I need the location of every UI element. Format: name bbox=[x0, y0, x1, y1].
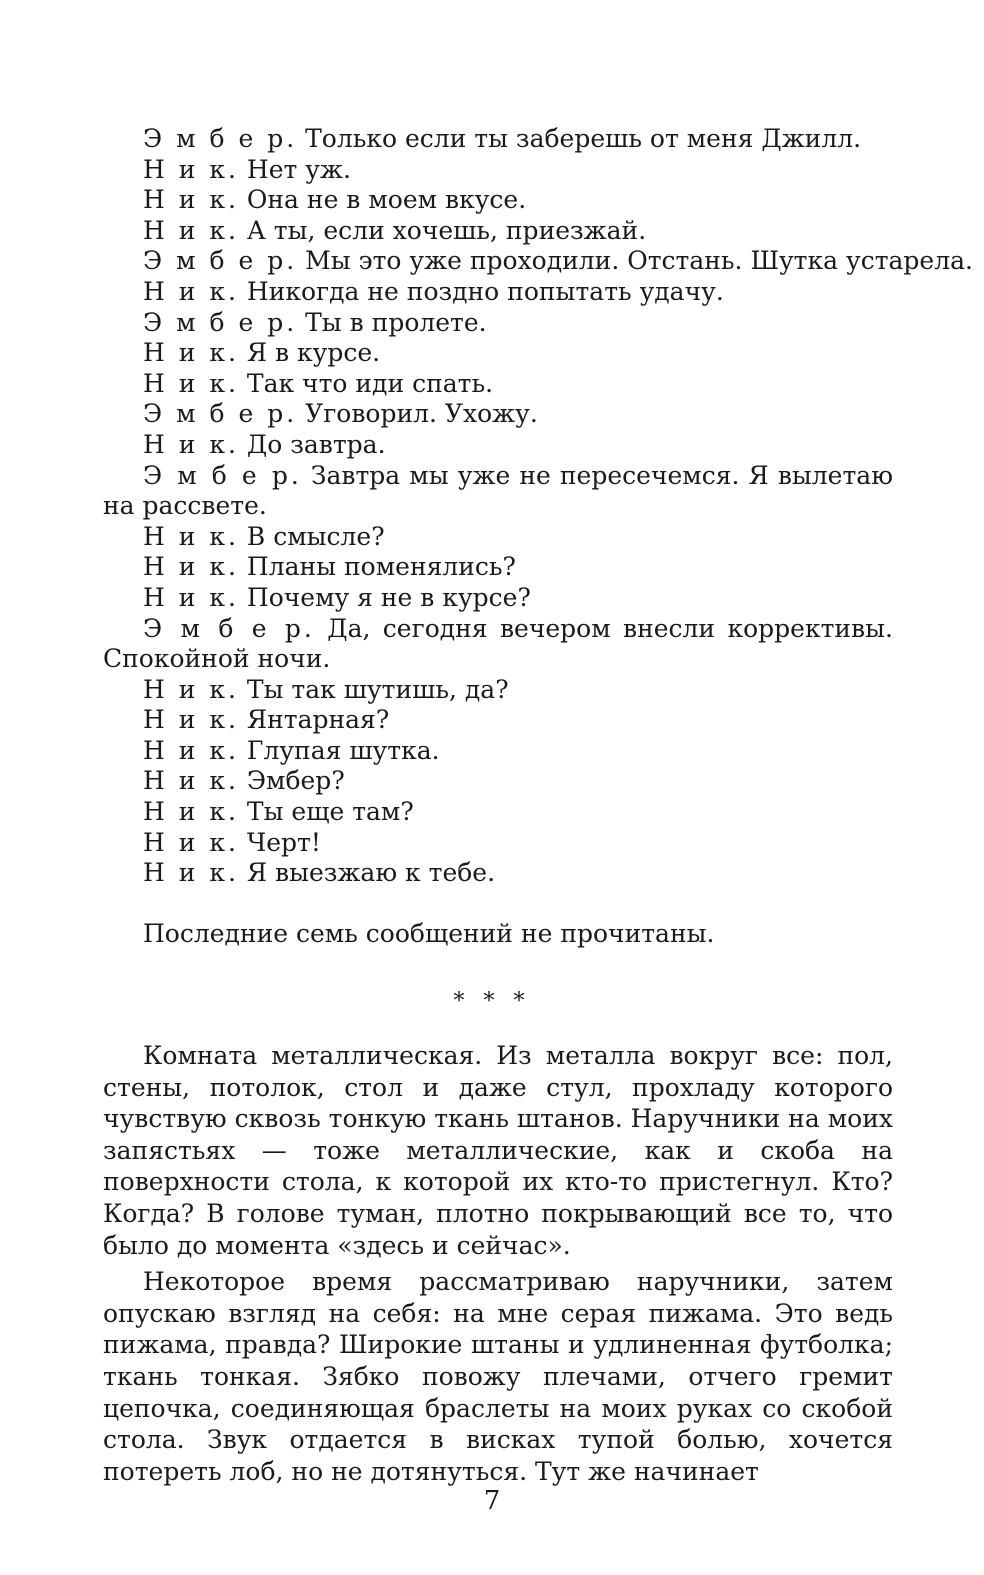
dialogue-line bbox=[103, 308, 893, 339]
message: Завтра мы уже не пересечемся. Я вылетаю на рассвете. bbox=[103, 460, 893, 521]
dialogue-line bbox=[103, 338, 893, 369]
speaker: Э м б е р. bbox=[143, 399, 298, 429]
dialogue-line bbox=[103, 430, 893, 461]
dialogue-line bbox=[103, 766, 893, 797]
speaker: Н и к. bbox=[143, 215, 239, 245]
message: Я выезжаю к тебе. bbox=[246, 858, 496, 888]
page-number: 7 bbox=[483, 1486, 501, 1516]
message: Черт! bbox=[246, 827, 321, 857]
speaker: Н и к. bbox=[143, 368, 239, 398]
dialogue-line bbox=[103, 399, 893, 430]
dialogue-line bbox=[103, 797, 893, 828]
speaker: Э м б е р. bbox=[143, 460, 302, 490]
dialogue-line bbox=[103, 461, 893, 522]
dialogue-line bbox=[103, 124, 893, 155]
message: Планы поменялись? bbox=[246, 552, 516, 582]
message: В смысле? bbox=[246, 521, 385, 551]
speaker: Н и к. bbox=[143, 338, 239, 368]
dialogue-line bbox=[103, 216, 893, 247]
message: Нет уж. bbox=[246, 154, 351, 184]
message: Я в курсе. bbox=[246, 338, 381, 368]
paragraph: Некоторое время рассматриваю наручники, затем опускаю взгляд на себя: на мне серая пижама. Это ведь пижама, правда? Широкие штаны и удлиненная футболка; ткань тонкая. Зябко повожу плечами, отчего гремит цепочка, соединяющая браслеты на моих руках со скобой стола. Звук отдается в висках тупой болью, хочется потереть лоб, но не дотянуться. Тут же начинает bbox=[103, 1267, 893, 1486]
message: Только если ты заберешь от меня Джилл. bbox=[305, 124, 862, 153]
message: А ты, если хочешь, приезжай. bbox=[246, 215, 647, 245]
speaker: Н и к. bbox=[143, 735, 239, 765]
message: Уговорил. Ухожу. bbox=[305, 399, 538, 429]
speaker: Н и к. bbox=[143, 429, 239, 459]
dialogue-line bbox=[103, 277, 893, 308]
unread-note: Последние семь сообщений не прочитаны. bbox=[143, 919, 715, 948]
message: Так что иди спать. bbox=[246, 368, 494, 398]
dialogue-line bbox=[103, 858, 893, 889]
speaker: Н и к. bbox=[143, 185, 239, 215]
dialogue-line bbox=[103, 614, 893, 675]
dialogue-line bbox=[103, 552, 893, 583]
speaker: Н и к. bbox=[143, 858, 239, 888]
message: Ты еще там? bbox=[246, 797, 414, 827]
dialogue-line bbox=[103, 583, 893, 614]
paragraph: Комната металлическая. Из металла вокруг все: пол, стены, потолок, стол и даже стул, прохладу которого чувствую сквозь тонкую ткань штанов. Наручники на моих запястьях — тоже металлические, как и скоба на поверхности стола, к которой их кто-то пристегнул. Кто? Когда? В голове туман, плотно покрывающий все то, что было до момента «здесь и сейчас». bbox=[103, 1041, 893, 1260]
speaker: Н и к. bbox=[143, 582, 239, 612]
message: Да, сегодня вечером внесли коррективы. Спокойной ночи. bbox=[103, 613, 893, 674]
speaker: Н и к. bbox=[143, 521, 239, 551]
dialogue-line bbox=[103, 828, 893, 859]
speaker: Н и к. bbox=[143, 276, 239, 306]
message: Ты в пролете. bbox=[305, 307, 487, 337]
dialogue-line bbox=[103, 522, 893, 553]
message: Никогда не поздно попытать удачу. bbox=[246, 276, 724, 306]
speaker: Э м б е р. bbox=[143, 307, 298, 337]
speaker: Н и к. bbox=[143, 154, 239, 184]
speaker: Н и к. bbox=[143, 827, 239, 857]
speaker: Э м б е р. bbox=[143, 246, 298, 276]
chat-dialogue bbox=[103, 124, 973, 889]
message: Мы это уже проходили. Отстань. Шутка устарела. bbox=[305, 246, 973, 276]
speaker: Н и к. bbox=[143, 552, 239, 582]
dialogue-line bbox=[103, 369, 893, 400]
dialogue-line bbox=[103, 736, 893, 767]
message: Глупая шутка. bbox=[246, 735, 440, 765]
speaker: Н и к. bbox=[143, 705, 239, 735]
section-separator: * * * bbox=[453, 989, 531, 1014]
dialogue-line bbox=[103, 705, 893, 736]
speaker: Н и к. bbox=[143, 797, 239, 827]
message: До завтра. bbox=[246, 429, 386, 459]
speaker: Э м б е р. bbox=[143, 124, 298, 153]
speaker: Н и к. bbox=[143, 674, 239, 704]
speaker: Э м б е р. bbox=[143, 613, 315, 643]
dialogue-line bbox=[103, 155, 893, 186]
message: Она не в моем вкусе. bbox=[246, 185, 527, 215]
message: Эмбер? bbox=[246, 766, 345, 796]
speaker: Н и к. bbox=[143, 766, 239, 796]
dialogue-line bbox=[103, 675, 893, 706]
message: Янтарная? bbox=[246, 705, 390, 735]
dialogue-line bbox=[103, 185, 893, 216]
dialogue-line bbox=[103, 246, 973, 277]
message: Почему я не в курсе? bbox=[246, 582, 531, 612]
message: Ты так шутишь, да? bbox=[246, 674, 509, 704]
prose-body bbox=[103, 1040, 893, 1492]
